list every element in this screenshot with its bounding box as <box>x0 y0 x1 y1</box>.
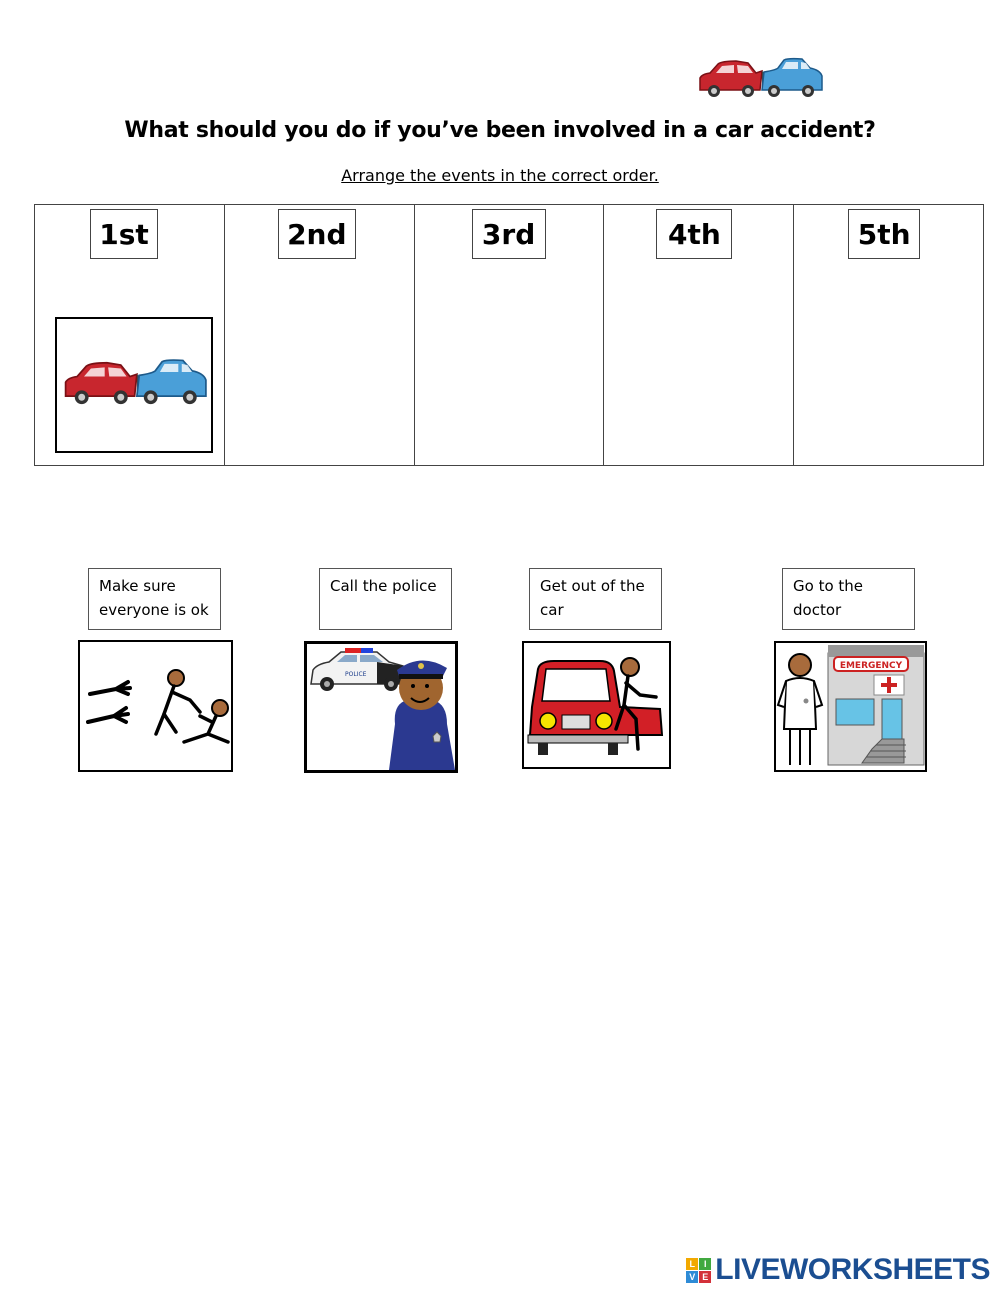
police-officer-icon <box>307 644 455 770</box>
logo-block: I <box>699 1258 711 1270</box>
drop-slot-4[interactable] <box>604 205 794 465</box>
card-make-sure-everyone-ok[interactable]: Make sure everyone is ok <box>88 568 221 630</box>
emergency-sign: EMERGENCY <box>839 661 903 671</box>
logo-blocks-icon <box>686 1258 711 1283</box>
slot-label: 1st <box>90 209 158 259</box>
slot-label: 4th <box>656 209 732 259</box>
page-title: What should you do if you’ve been involved in a car accident? <box>124 118 876 143</box>
person-exiting-car-icon <box>524 643 669 767</box>
drop-slot-3[interactable] <box>415 205 605 465</box>
liveworksheets-logo <box>686 1252 990 1288</box>
police-car-text: POLICE <box>345 671 367 678</box>
drop-slot-2[interactable] <box>225 205 415 465</box>
image-card-doctor[interactable] <box>774 641 927 772</box>
crashed-cars-icon <box>57 319 211 451</box>
image-card-police[interactable] <box>304 641 458 773</box>
card-get-out-of-car[interactable]: Get out of the car <box>529 568 662 630</box>
slot-label: 5th <box>848 209 920 259</box>
drop-slot-1[interactable] <box>35 205 225 465</box>
logo-block: E <box>699 1271 711 1283</box>
card-go-to-doctor[interactable]: Go to the doctor <box>782 568 915 630</box>
crashed-cars-image <box>55 317 213 453</box>
drop-slot-5[interactable] <box>794 205 983 465</box>
slot-label: 3rd <box>472 209 546 259</box>
hospital-doctor-icon <box>776 643 925 770</box>
helping-person-icon <box>80 642 231 770</box>
instructions: Arrange the events in the correct order. <box>341 166 659 185</box>
card-call-police[interactable]: Call the police <box>319 568 452 630</box>
crashed-cars-icon <box>696 56 826 100</box>
logo-text: LIVEWORKSHEETS <box>715 1253 990 1286</box>
logo-block: L <box>686 1258 698 1270</box>
logo-block: V <box>686 1271 698 1283</box>
image-card-helping[interactable] <box>78 640 233 772</box>
ordering-table <box>34 204 984 466</box>
image-card-exit-car[interactable] <box>522 641 671 769</box>
slot-label: 2nd <box>278 209 356 259</box>
